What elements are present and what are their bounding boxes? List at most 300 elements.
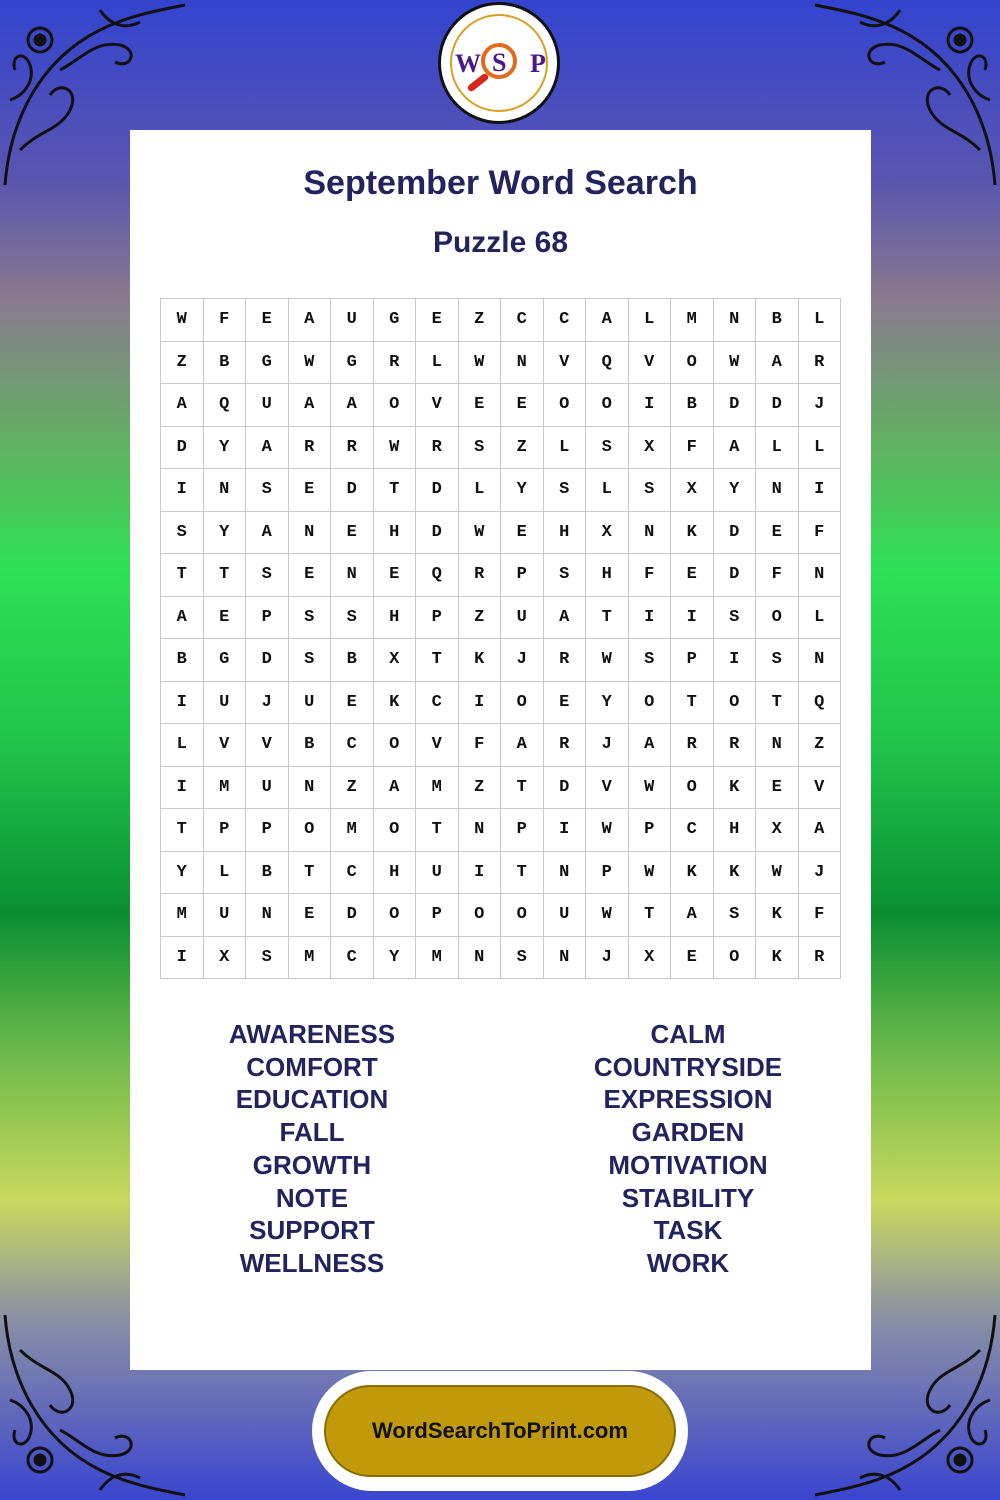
grid-cell[interactable]: E xyxy=(671,936,714,979)
grid-cell[interactable]: E xyxy=(756,766,799,809)
grid-cell[interactable]: R xyxy=(713,724,756,767)
grid-cell[interactable]: M xyxy=(416,766,459,809)
grid-cell[interactable]: B xyxy=(161,639,204,682)
grid-cell[interactable]: R xyxy=(373,341,416,384)
grid-cell[interactable]: R xyxy=(288,426,331,469)
word-list-item: CALM xyxy=(650,1019,726,1049)
grid-cell[interactable]: D xyxy=(416,469,459,512)
grid-cell[interactable]: E xyxy=(288,894,331,937)
grid-cell[interactable]: Z xyxy=(331,766,374,809)
word-list-item: WELLNESS xyxy=(239,1247,385,1278)
grid-cell[interactable]: G xyxy=(203,639,246,682)
grid-cell[interactable]: P xyxy=(246,809,289,852)
grid-cell[interactable]: J xyxy=(586,936,629,979)
grid-cell[interactable]: E xyxy=(331,681,374,724)
grid-cell[interactable]: Y xyxy=(203,511,246,554)
grid-row xyxy=(161,596,841,639)
grid-cell[interactable]: C xyxy=(331,851,374,894)
puzzle-number: Puzzle 68 xyxy=(432,226,569,259)
grid-cell[interactable]: R xyxy=(671,724,714,767)
grid-cell[interactable]: B xyxy=(671,384,714,427)
grid-cell[interactable]: O xyxy=(373,384,416,427)
grid-cell[interactable]: N xyxy=(288,766,331,809)
grid-row xyxy=(161,851,841,894)
grid-cell[interactable]: K xyxy=(373,681,416,724)
grid-cell[interactable]: L xyxy=(161,724,204,767)
grid-cell[interactable]: O xyxy=(713,681,756,724)
grid-cell[interactable]: M xyxy=(416,936,459,979)
grid-cell[interactable]: F xyxy=(798,511,841,554)
grid-cell[interactable]: M xyxy=(288,936,331,979)
grid-row xyxy=(161,426,841,469)
grid-row xyxy=(161,299,841,342)
grid-cell[interactable]: T xyxy=(756,681,799,724)
grid-cell[interactable]: S xyxy=(246,554,289,597)
grid-cell[interactable]: Q xyxy=(416,554,459,597)
grid-cell[interactable]: S xyxy=(628,469,671,512)
grid-cell[interactable]: B xyxy=(288,724,331,767)
grid-cell[interactable]: Y xyxy=(586,681,629,724)
grid-cell[interactable]: S xyxy=(543,469,586,512)
grid-cell[interactable]: Z xyxy=(458,596,501,639)
grid-cell[interactable]: G xyxy=(246,341,289,384)
grid-cell[interactable]: V xyxy=(246,724,289,767)
grid-cell[interactable]: O xyxy=(756,596,799,639)
grid-cell[interactable]: E xyxy=(416,299,459,342)
grid-cell[interactable]: C xyxy=(501,299,544,342)
grid-cell[interactable]: B xyxy=(756,299,799,342)
grid-cell[interactable]: K xyxy=(458,639,501,682)
grid-cell[interactable]: T xyxy=(671,681,714,724)
grid-cell[interactable]: I xyxy=(161,766,204,809)
grid-row xyxy=(161,469,841,512)
grid-cell[interactable]: H xyxy=(373,596,416,639)
grid-cell[interactable]: H xyxy=(373,851,416,894)
grid-cell[interactable]: L xyxy=(798,299,841,342)
grid-cell[interactable]: K xyxy=(713,766,756,809)
grid-cell[interactable]: Y xyxy=(203,426,246,469)
grid-cell[interactable]: E xyxy=(331,511,374,554)
grid-cell[interactable]: A xyxy=(543,596,586,639)
grid-cell[interactable]: L xyxy=(458,469,501,512)
grid-cell[interactable]: C xyxy=(331,724,374,767)
grid-cell[interactable]: F xyxy=(798,894,841,937)
grid-cell[interactable]: O xyxy=(628,681,671,724)
grid-cell[interactable]: N xyxy=(331,554,374,597)
word-list-item: COMFORT xyxy=(246,1051,378,1082)
grid-cell[interactable]: Q xyxy=(798,681,841,724)
grid-cell[interactable]: O xyxy=(586,384,629,427)
grid-cell[interactable]: F xyxy=(203,299,246,342)
grid-cell[interactable]: E xyxy=(501,511,544,554)
grid-cell[interactable]: O xyxy=(288,809,331,852)
grid-cell[interactable]: V xyxy=(798,766,841,809)
grid-cell[interactable]: A xyxy=(331,384,374,427)
grid-cell[interactable]: A xyxy=(288,384,331,427)
grid-cell[interactable]: R xyxy=(798,341,841,384)
grid-cell[interactable]: X xyxy=(756,809,799,852)
grid-cell[interactable]: S xyxy=(501,936,544,979)
grid-cell[interactable]: O xyxy=(671,341,714,384)
grid-cell[interactable]: W xyxy=(628,766,671,809)
grid-cell[interactable]: E xyxy=(756,511,799,554)
grid-cell[interactable]: D xyxy=(756,384,799,427)
grid-cell[interactable]: R xyxy=(543,639,586,682)
grid-cell[interactable]: N xyxy=(713,299,756,342)
word-list-item: EDUCATION xyxy=(235,1084,389,1115)
grid-row xyxy=(161,554,841,597)
grid-cell[interactable]: W xyxy=(161,299,204,342)
grid-cell[interactable]: O xyxy=(671,766,714,809)
grid-cell[interactable]: M xyxy=(203,766,246,809)
grid-cell[interactable]: T xyxy=(501,766,544,809)
grid-cell[interactable]: W xyxy=(458,511,501,554)
grid-cell[interactable]: W xyxy=(373,426,416,469)
grid-cell[interactable]: D xyxy=(161,426,204,469)
grid-cell[interactable]: K xyxy=(671,511,714,554)
grid-cell[interactable]: W xyxy=(586,894,629,937)
site-logo[interactable] xyxy=(438,2,560,124)
grid-cell[interactable]: I xyxy=(161,681,204,724)
grid-cell[interactable]: D xyxy=(416,511,459,554)
grid-cell[interactable]: N xyxy=(288,511,331,554)
grid-cell[interactable]: O xyxy=(373,724,416,767)
grid-cell[interactable]: T xyxy=(288,851,331,894)
grid-cell[interactable]: B xyxy=(203,341,246,384)
grid-cell[interactable]: D xyxy=(713,511,756,554)
logo-letter-p: P xyxy=(530,49,546,78)
grid-cell[interactable]: J xyxy=(798,851,841,894)
grid-cell[interactable]: D xyxy=(713,554,756,597)
grid-cell[interactable]: H xyxy=(586,554,629,597)
grid-cell[interactable]: V xyxy=(416,384,459,427)
grid-cell[interactable]: X xyxy=(671,469,714,512)
grid-cell[interactable]: S xyxy=(543,554,586,597)
grid-cell[interactable]: I xyxy=(628,384,671,427)
grid-cell[interactable]: P xyxy=(416,894,459,937)
website-link-frame xyxy=(312,1371,688,1491)
grid-cell[interactable]: S xyxy=(713,894,756,937)
grid-cell[interactable]: U xyxy=(331,299,374,342)
word-list-item: EXPRESSION xyxy=(603,1084,773,1115)
grid-cell[interactable]: R xyxy=(416,426,459,469)
grid-cell[interactable]: T xyxy=(586,596,629,639)
grid-cell[interactable]: S xyxy=(713,596,756,639)
grid-cell[interactable]: G xyxy=(331,341,374,384)
grid-cell[interactable]: A xyxy=(246,511,289,554)
grid-cell[interactable]: E xyxy=(501,384,544,427)
grid-cell[interactable]: Y xyxy=(713,469,756,512)
grid-cell[interactable]: J xyxy=(586,724,629,767)
grid-cell[interactable]: U xyxy=(543,894,586,937)
grid-cell[interactable]: H xyxy=(373,511,416,554)
grid-cell[interactable]: N xyxy=(543,851,586,894)
grid-cell[interactable]: E xyxy=(288,469,331,512)
grid-cell[interactable]: I xyxy=(458,681,501,724)
grid-cell[interactable]: F xyxy=(628,554,671,597)
grid-cell[interactable]: V xyxy=(416,724,459,767)
grid-cell[interactable]: X xyxy=(628,426,671,469)
grid-cell[interactable]: S xyxy=(288,639,331,682)
grid-cell[interactable]: A xyxy=(586,299,629,342)
grid-cell[interactable]: X xyxy=(203,936,246,979)
grid-cell[interactable]: O xyxy=(373,809,416,852)
grid-cell[interactable]: Z xyxy=(458,299,501,342)
grid-cell[interactable]: L xyxy=(543,426,586,469)
grid-cell[interactable]: N xyxy=(246,894,289,937)
grid-cell[interactable]: W xyxy=(756,851,799,894)
logo-letter-s: S xyxy=(492,48,507,77)
grid-cell[interactable]: A xyxy=(671,894,714,937)
grid-cell[interactable]: V xyxy=(203,724,246,767)
grid-cell[interactable]: A xyxy=(161,384,204,427)
grid-row xyxy=(161,681,841,724)
grid-cell[interactable]: H xyxy=(543,511,586,554)
grid-cell[interactable]: F xyxy=(458,724,501,767)
grid-cell[interactable]: S xyxy=(161,511,204,554)
grid-cell[interactable]: J xyxy=(246,681,289,724)
grid-cell[interactable]: D xyxy=(713,384,756,427)
grid-cell[interactable]: P xyxy=(416,596,459,639)
grid-cell[interactable]: E xyxy=(458,384,501,427)
grid-cell[interactable]: L xyxy=(798,596,841,639)
grid-cell[interactable]: E xyxy=(203,596,246,639)
grid-cell[interactable]: M xyxy=(671,299,714,342)
grid-cell[interactable]: O xyxy=(713,936,756,979)
puzzle-card xyxy=(130,130,871,1370)
grid-cell[interactable]: A xyxy=(628,724,671,767)
grid-cell[interactable]: P xyxy=(203,809,246,852)
word-list-item: SUPPORT xyxy=(249,1215,375,1246)
grid-cell[interactable]: H xyxy=(713,809,756,852)
word-list-item: GARDEN xyxy=(631,1117,745,1148)
grid-cell[interactable]: S xyxy=(628,639,671,682)
grid-cell[interactable]: N xyxy=(798,639,841,682)
grid-cell[interactable]: C xyxy=(671,809,714,852)
grid-cell[interactable]: Z xyxy=(501,426,544,469)
grid-cell[interactable]: S xyxy=(331,596,374,639)
grid-cell[interactable]: V xyxy=(628,341,671,384)
website-link-button[interactable]: WordSearchToPrint.com xyxy=(324,1385,676,1477)
grid-cell[interactable]: P xyxy=(501,809,544,852)
grid-cell[interactable]: X xyxy=(586,511,629,554)
grid-cell[interactable]: E xyxy=(671,554,714,597)
grid-cell[interactable]: I xyxy=(543,809,586,852)
grid-cell[interactable]: I xyxy=(458,851,501,894)
grid-cell[interactable]: U xyxy=(246,766,289,809)
grid-cell[interactable]: B xyxy=(246,851,289,894)
grid-cell[interactable]: S xyxy=(756,639,799,682)
grid-cell[interactable]: S xyxy=(246,469,289,512)
grid-row xyxy=(161,766,841,809)
grid-cell[interactable]: E xyxy=(246,299,289,342)
grid-cell[interactable]: V xyxy=(586,766,629,809)
grid-row xyxy=(161,724,841,767)
grid-cell[interactable]: O xyxy=(501,681,544,724)
grid-cell[interactable]: O xyxy=(501,894,544,937)
grid-cell[interactable]: I xyxy=(713,639,756,682)
grid-cell[interactable]: E xyxy=(373,554,416,597)
grid-cell[interactable]: T xyxy=(161,554,204,597)
grid-cell[interactable]: R xyxy=(543,724,586,767)
grid-cell[interactable]: D xyxy=(246,639,289,682)
grid-cell[interactable]: N xyxy=(458,936,501,979)
grid-cell[interactable]: D xyxy=(543,766,586,809)
grid-cell[interactable]: N xyxy=(628,511,671,554)
word-list-item: NOTE xyxy=(275,1182,349,1213)
grid-cell[interactable]: I xyxy=(798,469,841,512)
grid-cell[interactable]: W xyxy=(586,639,629,682)
grid-cell[interactable]: F xyxy=(756,554,799,597)
grid-cell[interactable]: C xyxy=(416,681,459,724)
grid-cell[interactable]: S xyxy=(458,426,501,469)
grid-cell[interactable]: F xyxy=(671,426,714,469)
grid-cell[interactable]: Y xyxy=(501,469,544,512)
grid-cell[interactable]: W xyxy=(288,341,331,384)
grid-cell[interactable]: N xyxy=(203,469,246,512)
grid-cell[interactable]: J xyxy=(798,384,841,427)
grid-cell[interactable]: P xyxy=(586,851,629,894)
grid-cell[interactable]: N xyxy=(756,724,799,767)
grid-cell[interactable]: V xyxy=(543,341,586,384)
grid-cell[interactable]: P xyxy=(501,554,544,597)
grid-cell[interactable]: P xyxy=(628,809,671,852)
grid-cell[interactable]: L xyxy=(203,851,246,894)
grid-cell[interactable]: Z xyxy=(458,766,501,809)
grid-cell[interactable]: R xyxy=(798,936,841,979)
grid-cell[interactable]: W xyxy=(628,851,671,894)
word-list-right xyxy=(538,1018,838,1280)
grid-cell[interactable]: A xyxy=(756,341,799,384)
grid-cell[interactable]: A xyxy=(501,724,544,767)
grid-cell[interactable]: X xyxy=(628,936,671,979)
grid-cell[interactable]: U xyxy=(203,894,246,937)
word-list-item: FALL xyxy=(279,1117,345,1148)
page-title: September Word Search xyxy=(303,164,698,202)
grid-cell[interactable]: N xyxy=(798,554,841,597)
grid-cell[interactable]: K xyxy=(671,851,714,894)
letter-grid xyxy=(160,298,841,979)
grid-cell[interactable]: A xyxy=(713,426,756,469)
grid-cell[interactable]: U xyxy=(416,851,459,894)
grid-cell[interactable]: L xyxy=(756,426,799,469)
word-list-item: AWARENESS xyxy=(228,1019,396,1049)
grid-cell[interactable]: I xyxy=(671,596,714,639)
grid-cell[interactable]: P xyxy=(671,639,714,682)
grid-row xyxy=(161,341,841,384)
grid-cell[interactable]: T xyxy=(628,894,671,937)
word-list-item: COUNTRYSIDE xyxy=(593,1051,783,1082)
grid-cell[interactable]: S xyxy=(246,936,289,979)
grid-cell[interactable]: L xyxy=(628,299,671,342)
grid-cell[interactable]: W xyxy=(458,341,501,384)
grid-cell[interactable]: N xyxy=(501,341,544,384)
grid-cell[interactable]: P xyxy=(246,596,289,639)
grid-cell[interactable]: I xyxy=(161,469,204,512)
grid-cell[interactable]: N xyxy=(756,469,799,512)
word-list-item: STABILITY xyxy=(621,1182,755,1213)
grid-cell[interactable]: L xyxy=(798,426,841,469)
grid-cell[interactable]: B xyxy=(331,639,374,682)
grid-cell[interactable]: Y xyxy=(373,936,416,979)
grid-row xyxy=(161,639,841,682)
grid-cell[interactable]: M xyxy=(331,809,374,852)
grid-cell[interactable]: R xyxy=(331,426,374,469)
grid-cell[interactable]: U xyxy=(288,681,331,724)
word-list-item: MOTIVATION xyxy=(608,1149,768,1180)
grid-cell[interactable]: O xyxy=(458,894,501,937)
grid-cell[interactable]: A xyxy=(161,596,204,639)
grid-cell[interactable]: T xyxy=(416,809,459,852)
grid-cell[interactable]: L xyxy=(586,469,629,512)
grid-row xyxy=(161,809,841,852)
grid-cell[interactable]: A xyxy=(246,426,289,469)
word-list-item: WORK xyxy=(646,1247,730,1278)
grid-cell[interactable]: Z xyxy=(798,724,841,767)
grid-cell[interactable]: C xyxy=(331,936,374,979)
grid-cell[interactable]: M xyxy=(161,894,204,937)
grid-row xyxy=(161,936,841,979)
grid-cell[interactable]: Z xyxy=(161,341,204,384)
grid-cell[interactable]: U xyxy=(203,681,246,724)
grid-cell[interactable]: R xyxy=(458,554,501,597)
grid-cell[interactable]: T xyxy=(203,554,246,597)
grid-cell[interactable]: O xyxy=(373,894,416,937)
grid-cell[interactable]: T xyxy=(161,809,204,852)
word-list-item: TASK xyxy=(653,1215,723,1246)
word-list-item: GROWTH xyxy=(252,1149,372,1180)
grid-cell[interactable]: T xyxy=(501,851,544,894)
grid-cell[interactable]: E xyxy=(288,554,331,597)
grid-cell[interactable]: X xyxy=(373,639,416,682)
grid-cell[interactable]: Q xyxy=(586,341,629,384)
grid-cell[interactable]: A xyxy=(373,766,416,809)
grid-cell[interactable]: W xyxy=(586,809,629,852)
grid-cell[interactable]: I xyxy=(161,936,204,979)
grid-cell[interactable]: O xyxy=(543,384,586,427)
grid-cell[interactable]: S xyxy=(586,426,629,469)
grid-cell[interactable]: T xyxy=(416,639,459,682)
grid-cell[interactable]: A xyxy=(798,809,841,852)
grid-cell[interactable]: D xyxy=(331,894,374,937)
grid-cell[interactable]: K xyxy=(713,851,756,894)
grid-cell[interactable]: E xyxy=(543,681,586,724)
grid-row xyxy=(161,894,841,937)
grid-cell[interactable]: C xyxy=(543,299,586,342)
word-list-left xyxy=(162,1018,462,1280)
grid-cell[interactable]: D xyxy=(331,469,374,512)
grid-cell[interactable]: T xyxy=(373,469,416,512)
grid-cell[interactable]: S xyxy=(288,596,331,639)
grid-cell[interactable]: L xyxy=(416,341,459,384)
grid-cell[interactable]: N xyxy=(458,809,501,852)
grid-cell[interactable]: U xyxy=(246,384,289,427)
grid-row xyxy=(161,384,841,427)
grid-cell[interactable]: I xyxy=(628,596,671,639)
grid-cell[interactable]: Q xyxy=(203,384,246,427)
grid-row xyxy=(161,511,841,554)
grid-cell[interactable]: J xyxy=(501,639,544,682)
grid-cell[interactable]: N xyxy=(543,936,586,979)
grid-cell[interactable]: U xyxy=(501,596,544,639)
logo-letter-w: W xyxy=(455,49,481,78)
grid-cell[interactable]: A xyxy=(288,299,331,342)
grid-cell[interactable]: K xyxy=(756,894,799,937)
grid-cell[interactable]: G xyxy=(373,299,416,342)
grid-cell[interactable]: K xyxy=(756,936,799,979)
grid-cell[interactable]: Y xyxy=(161,851,204,894)
grid-cell[interactable]: W xyxy=(713,341,756,384)
